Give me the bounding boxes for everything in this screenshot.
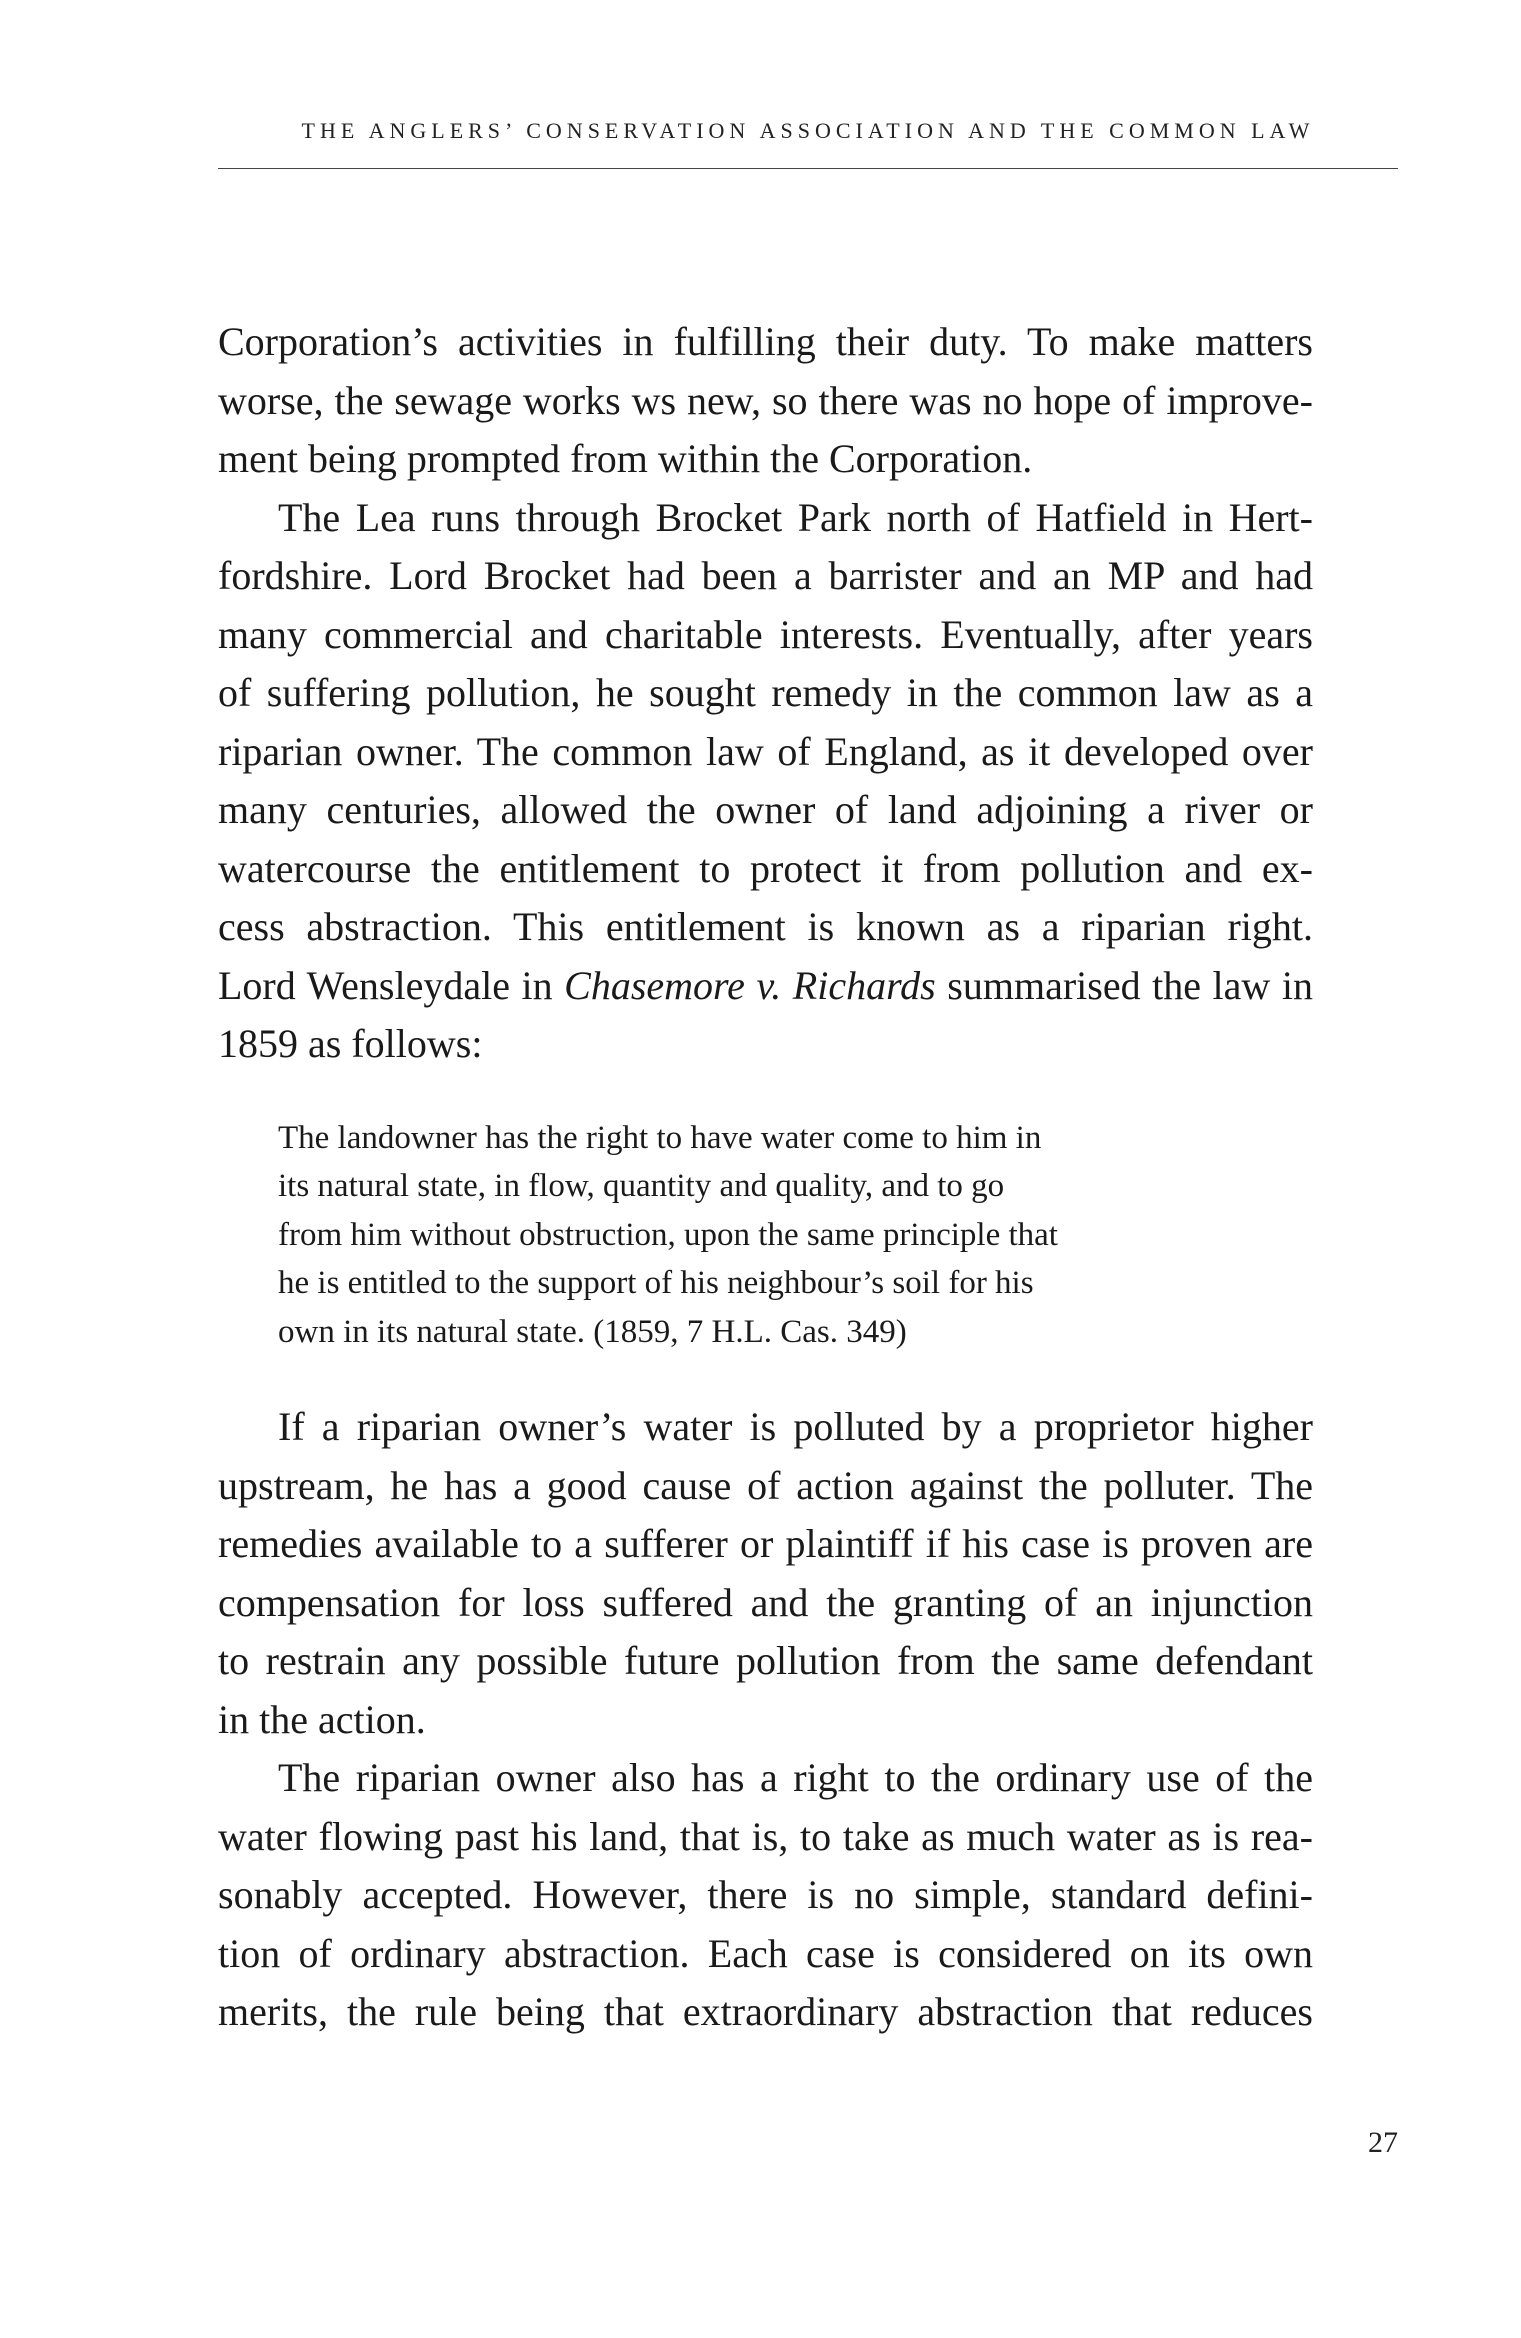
text-line: If a riparian owner’s water is polluted by a proprietor higher xyxy=(278,1404,1313,1449)
quote-line: The landowner has the right to have water come to him in xyxy=(278,1119,1042,1156)
text-line: The Lea runs through Brocket Park north of Hatfield in Hert- xyxy=(278,494,1313,540)
block-quote xyxy=(278,1114,1198,1357)
paragraph-1 xyxy=(218,313,1313,489)
text-line: ment being prompted from within the Corporation. xyxy=(218,436,1033,481)
text-line: to restrain any possible future pollution from the same defendant xyxy=(218,1638,1313,1683)
text-line: merits, the rule being that extraordinary abstraction that reduces xyxy=(218,1989,1313,2034)
text-line: remedies available to a sufferer or plaintiff if his case is proven are xyxy=(218,1521,1313,1566)
text-line: compensation for loss suffered and the granting of an injunction xyxy=(218,1579,1313,1625)
text-line: cess abstraction. This entitlement is known as a riparian right. xyxy=(218,904,1313,949)
citation-line xyxy=(218,957,1313,1016)
text-line: fordshire. Lord Brocket had been a barrister and an MP and had xyxy=(218,553,1313,598)
text-line: in the action. xyxy=(218,1696,426,1742)
quote-line: its natural state, in flow, quantity and quality, and to go xyxy=(278,1168,1005,1204)
text-line: tion of ordinary abstraction. Each case is considered on its own xyxy=(218,1930,1313,1976)
quote-line: own in its natural state. (1859, 7 H.L. Cas. 349) xyxy=(278,1313,907,1350)
text-line: sonably accepted. However, there is no simple, standard defini- xyxy=(218,1872,1313,1917)
body-text xyxy=(218,313,1313,2042)
text-line: upstream, he has a good cause of action against the polluter. The xyxy=(218,1462,1313,1508)
text-line: The riparian owner also has a right to the ordinary use of the xyxy=(278,1755,1313,1800)
text-line: water flowing past his land, that is, to take as much water as is rea- xyxy=(218,1813,1313,1859)
text-line: of suffering pollution, he sought remedy in the common law as a xyxy=(218,670,1313,715)
quote-line: from him without obstruction, upon the same principle that xyxy=(278,1216,1058,1253)
text-line: many centuries, allowed the owner of land adjoining a river or xyxy=(218,787,1313,832)
text-line: watercourse the entitlement to protect it from pollution and ex- xyxy=(218,845,1313,891)
text-line: Corporation’s activities in fulfilling their duty. To make matters xyxy=(218,319,1313,364)
running-head: THE ANGLERS’ CONSERVATION ASSOCIATION AND THE COMMON LAW xyxy=(301,118,1315,143)
citation-before: Lord Wensleydale in xyxy=(218,962,565,1008)
paragraph-3 xyxy=(218,1398,1313,1749)
quote-line: he is entitled to the support of his neighbour’s soil for his xyxy=(278,1265,1034,1301)
text-line: worse, the sewage works ws new, so there was no hope of improve- xyxy=(218,377,1313,423)
case-name: Chasemore v. Richards xyxy=(564,962,936,1008)
citation-after: summarised the law in xyxy=(935,962,1313,1008)
text-line: many commercial and charitable interests. Eventually, after years xyxy=(218,611,1313,657)
page-number: 27 xyxy=(1368,2126,1398,2159)
paragraph-4 xyxy=(218,1749,1313,2042)
paragraph-2 xyxy=(218,489,1313,1074)
text-line: riparian owner. The common law of England, as it developed over xyxy=(218,728,1313,774)
header-rule xyxy=(218,168,1398,169)
text-line: 1859 as follows: xyxy=(218,1021,483,1066)
